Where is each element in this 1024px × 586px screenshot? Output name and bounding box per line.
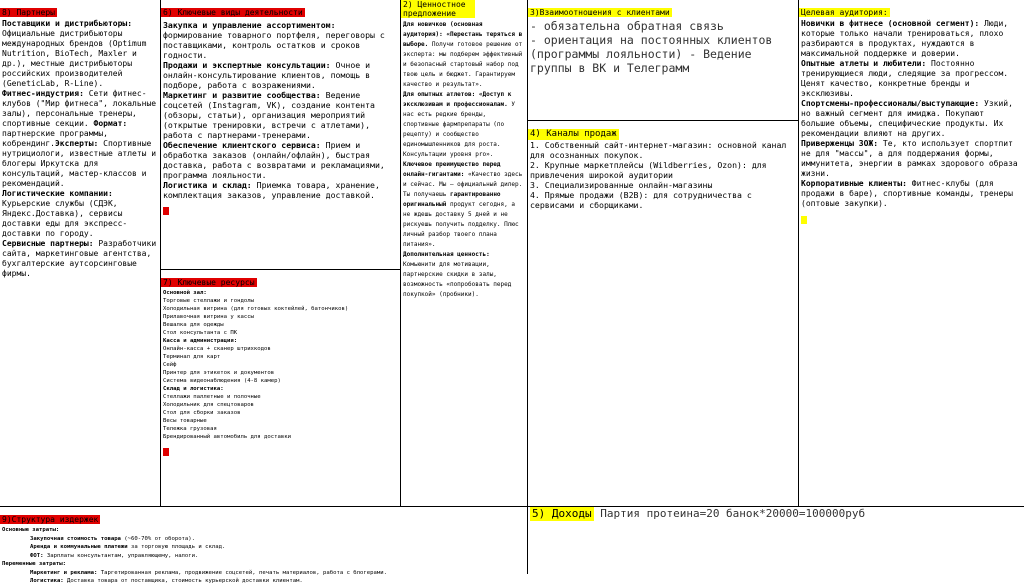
cost-line-title: Логистика: [30, 578, 64, 584]
value-item-text: У нас есть редкие бренды, спортивные фармпрепараты (по рецепту) и сообщество единомышленников для роста. Консультации уровня pro». [403, 101, 515, 158]
partners-item [2, 239, 158, 279]
resource-line: Онлайн-касса + сканер штрихкодов [163, 346, 271, 352]
costs-block [0, 507, 528, 584]
resources-block [161, 270, 401, 507]
resources-list [161, 289, 400, 441]
resource-line: Брендированный автомобиль для доставки [163, 434, 291, 440]
relations-line: - обязательна обратная связь [530, 19, 724, 33]
value-item-text: продукт сегодня, а не ждешь доставку 5 дней и не рискуешь получить подделку. Плюс личный разбор твоего плана питания». [403, 201, 519, 248]
partners-item-text: Официальные дистрибьюторы международных брендов (Optimum Nutrition, BioTech, Maxler и др.), местные дистрибьюторы российских производителей (GeneticLab, R-Line). [2, 29, 147, 88]
cost-line-title: Маркетинг и реклама: [30, 569, 98, 576]
activities-item-text: Ведение соцсетей (Instagram, VK), создание контента (обзоры, статьи), организация мероприятий (открытые тренировки, встречи с атлетами), работа с партнерами-тренерами. [163, 90, 375, 140]
audience-item-text: Те, кто использует спортпит не для "массы", а для поддержания формы, иммунитета, энергии в рамках здорового образа жизни. [801, 139, 1018, 178]
resource-line: Принтер для этикеток и документов [163, 370, 275, 376]
cost-line-title: Переменные затраты: [2, 561, 66, 567]
audience-item-title: Новички в фитнесе (основной сегмент): [801, 19, 980, 28]
activities-item-title: Продажи и экспертные консультации: [163, 60, 331, 70]
relations-block [528, 0, 799, 121]
partners-item-text: Разработчики сайта, маркетинговые агентства, бухгалтерские аутсорсинговые фирмы. [2, 239, 157, 278]
partners-header: 8) Партнеры [2, 8, 55, 17]
audience-item-title: Спортсмены-профессионалы/выступающие: [801, 99, 980, 108]
audience-item [801, 139, 1022, 179]
cost-line-text: (~60-70% от оборота). [120, 535, 196, 542]
activities-block [161, 0, 401, 270]
partners-item-title: Поставщики и дистрибьюторы: [2, 19, 133, 28]
channels-line: 3. Специализированные онлайн-магазины [530, 180, 713, 190]
activities-list [161, 20, 400, 200]
relations-line: - ориентация на постоянных клиентов (программы лояльности) - Ведение группы в ВК и Телеграмм [530, 33, 773, 75]
resource-line: Основной зал: [163, 290, 207, 296]
audience-block [799, 0, 1024, 507]
activities-item-text: формирование товарного портфеля, переговоры с поставщиками, контроль остатков и сроков годности. [163, 30, 385, 60]
cost-line-text: Зарплаты консультантам, управляющему, налоги. [43, 552, 199, 559]
resource-line: Стеллажи паллетные и полочные [163, 394, 261, 400]
resource-line: Холодильник для спецтоваров [163, 402, 254, 408]
audience-item-text: Фитнес-клубы (для продажи в баре), спортивные команды, тренеры (оптовые закупки). [801, 179, 1013, 208]
resource-line: Сейф [163, 362, 177, 368]
activities-marker [163, 207, 169, 215]
cost-line [2, 543, 525, 552]
value-item-text: «Качество здесь и сейчас. Мы — официальный дилер. Ты получаешь [403, 171, 523, 198]
audience-item-title: Опытные атлеты и любители: [801, 59, 927, 68]
partners-item-text: Спортивные нутрициологи, известные атлеты и блогеры Иркутска для консультаций, мастер-классов и рекомендаций. [2, 139, 157, 188]
audience-header: Целевая аудитория: [801, 8, 888, 17]
resources-header: 7) Ключевые ресурсы [163, 278, 255, 287]
value-item [403, 160, 525, 250]
value-item [403, 90, 525, 160]
cost-line-text: Доставка товара от поставщика, стоимость курьерской доставки клиентам. [63, 578, 303, 584]
resources-marker [163, 448, 169, 456]
cost-line-title: ФОТ: [30, 552, 44, 559]
channels-block [528, 121, 799, 507]
audience-item [801, 59, 1022, 99]
activities-item-text: Прием и обработка заказов (онлайн/офлайн), быстрая доставка, работа с возвратами и рекламациями, программа лояльности. [163, 140, 385, 180]
relations-list [528, 19, 798, 75]
costs-header: 9)Структура издержек [2, 515, 99, 524]
cost-line [2, 577, 525, 586]
activities-item [163, 180, 398, 200]
partners-item [2, 19, 158, 89]
resource-line: Вешалка для одежды [163, 322, 224, 328]
cost-line-title: Основные затраты: [2, 527, 60, 533]
activities-item [163, 60, 398, 90]
activities-item [163, 20, 398, 60]
channels-line: 1. Собственный сайт-интернет-магазин: основной канал для осознанных покупок. [530, 140, 787, 160]
resource-line: Терминал для карт [163, 354, 221, 360]
audience-item-title: Приверженцы ЗОЖ: [801, 139, 879, 148]
cost-line-text: за торговую площадь и склад. [127, 544, 226, 550]
activities-item-text: Приемка товара, хранение, комплектация заказов, управление доставкой. [163, 180, 380, 200]
audience-item-text: Постоянно тренирующиеся люди, следящие за прогрессом. Ценят качество, конкретные бренды и эксклюзивы. [801, 59, 1009, 98]
resource-line: Весы товарные [163, 418, 207, 424]
value-item-text: Получи готовое решение от эксперта: мы подберем эффективный и безопасный стартовый набор под твою цель и бюджет. Гарантируем качество и результат». [403, 41, 523, 88]
activities-item [163, 140, 398, 180]
activities-item-title: Логистика и склад: [163, 180, 252, 190]
resource-line: Система видеонаблюдения (4-8 камер) [163, 378, 281, 384]
partners-item-text: Курьерские службы (СДЭК, Яндекс.Доставка), сервисы доставки еды для экспресс-доставки по городу. [2, 199, 128, 238]
audience-item-text: Узкий, но важный сегмент для имиджа. Покупают большие объемы, специфические продукты. Их рекомендации влияют на других. [801, 99, 1013, 138]
revenue-header: 5) Доходы [532, 507, 592, 520]
value-item [403, 250, 525, 300]
value-list [401, 20, 527, 300]
audience-item [801, 19, 1022, 59]
partners-item-text: Сети фитнес-клубов ("Мир фитнеса", локальные залы), персональные тренеры, спортивные секции. [2, 89, 157, 128]
cost-line [2, 535, 525, 544]
value-item-title: Дополнительная ценность: [403, 251, 490, 258]
resource-line: Тележка грузовая [163, 426, 217, 432]
value-header: 2) Ценностное предложение [401, 0, 475, 18]
activities-item-title: Маркетинг и развитие сообщества: [163, 90, 321, 100]
relations-header: 3)Взаимоотношения с клиентами [530, 8, 670, 17]
resource-line: Торговые стеллажи и гондолы [163, 298, 254, 304]
audience-marker [801, 216, 807, 224]
value-item-title: гарантированно оригинальный [403, 191, 501, 208]
channels-line: 2. Крупные маркетплейсы (Wildberries, Ozon): для привлечения широкой аудитории [530, 160, 767, 180]
cost-line-title: Закупочная стоимость товара [30, 535, 121, 542]
audience-item-text: Люди, которые только начали тренироваться, плохо разбираются в продуктах, нуждаются в максимальной поддержке и доверии. [801, 19, 1009, 58]
costs-list [0, 526, 527, 586]
resource-line: Прилавочная витрина у кассы [163, 314, 254, 320]
partners-item-title: Формат: [93, 119, 128, 128]
activities-header: 6) Ключевые виды деятельности [163, 8, 303, 17]
partners-item-title: Эксперты: [54, 139, 99, 148]
activities-item-text: Очное и онлайн-консультирование клиентов, помощь в подборе, работа с возражениями. [163, 60, 371, 90]
channels-list [528, 140, 798, 210]
resource-line: Стол консультанта с ПК [163, 330, 238, 336]
partners-block [0, 0, 161, 507]
value-block [401, 0, 528, 507]
activities-item [163, 90, 398, 140]
partners-item [2, 189, 158, 239]
partners-item-text: партнерские программы, кобрендинг. [2, 129, 108, 148]
audience-item-title: Корпоративные клиенты: [801, 179, 907, 188]
revenue-block [528, 507, 1024, 574]
resource-line: Стол для сборки заказов [163, 410, 241, 416]
resource-line: Холодильная витрина (для готовых коктейлей, батончиков) [163, 306, 349, 312]
partners-item-title: Фитнес-индустрия: [2, 89, 84, 98]
value-item-title: Ключевое преимущество перед онлайн-гигантами: [403, 161, 501, 178]
value-item-title: Для новичков (основная аудитория): «Перестань теряться в выборе. [403, 21, 523, 48]
value-item-title: Для опытных атлетов: «Доступ к эксклюзивам и профессионалам. [403, 91, 512, 108]
cost-line [2, 552, 525, 561]
cost-line [2, 526, 525, 535]
channels-line: 4. Прямые продажи (B2B): для сотрудничества с сервисами и сборщиками. [530, 190, 752, 210]
activities-item-title: Закупка и управление ассортиментом: [163, 20, 336, 30]
cost-line [2, 569, 525, 578]
resource-line: Касса и администрация: [163, 338, 238, 344]
partners-list [0, 19, 160, 279]
revenue-text: Партия протеина=20 банок*20000=100000руб [593, 507, 866, 520]
partners-item-title: Логистические компании: [2, 189, 113, 198]
audience-item [801, 179, 1022, 209]
cost-line-text: Таргетированная реклама, продвижение соцсетей, печать материалов, работа с блогерами. [97, 569, 387, 576]
cost-line-title: Аренда и коммунальные платежи [30, 544, 128, 550]
audience-list [799, 19, 1024, 209]
partners-item-title: Сервисные партнеры: [2, 239, 94, 248]
resource-line: Склад и логистика: [163, 386, 224, 392]
value-item [403, 20, 525, 90]
cost-line [2, 560, 525, 569]
activities-item-title: Обеспечение клиентского сервиса: [163, 140, 321, 150]
value-item-text: Комьюнити для мотивации, партнерские скидки в залы, возможность «попробовать перед покупкой» (пробники). [403, 261, 512, 298]
partners-item [2, 89, 158, 189]
audience-item [801, 99, 1022, 139]
channels-header: 4) Каналы продаж [530, 129, 617, 139]
